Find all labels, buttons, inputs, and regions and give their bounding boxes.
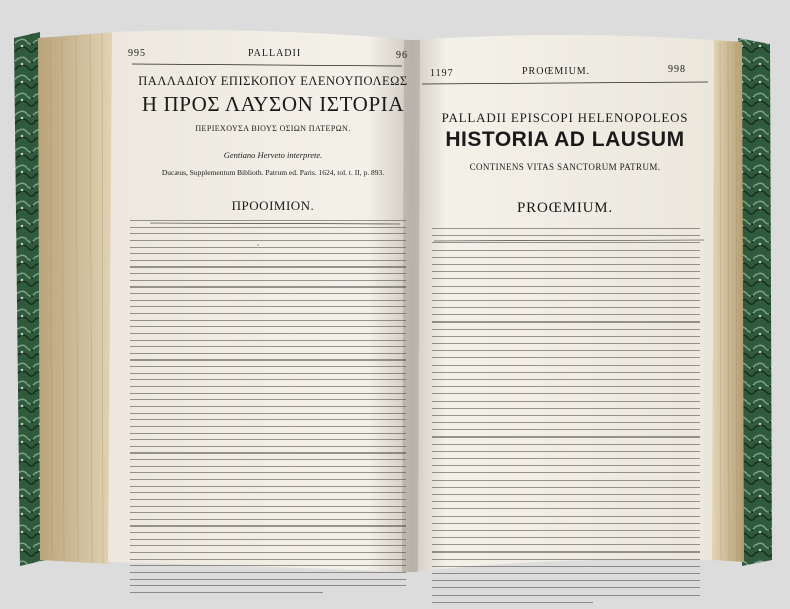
left-section-title: ΠΡΟΟΙΜΙΟΝ. — [231, 198, 315, 213]
right-section-title: PROŒMIUM. — [517, 200, 613, 216]
right-running-title: PROŒMIUM. — [522, 66, 591, 77]
right-heading-1: PALLADII EPISCOPI HELENOPOLEOS — [441, 110, 689, 125]
right-page-number: 998 — [668, 64, 686, 75]
left-body-text-block — [130, 220, 406, 599]
left-interpreter-line: Gentiano Herveto interprete. — [223, 150, 323, 160]
left-column-number: 96 — [396, 50, 408, 61]
left-running-title: PALLADII — [248, 48, 302, 59]
left-heading-greek-1: ΠΑΛΛΑΔΙΟΥ ΕΠΙΣΚΟΠΟΥ ΕΛΕΝΟΥΠΟΛΕΩΣ — [138, 74, 408, 88]
right-heading-2: HISTORIA AD LAUSUM — [445, 128, 685, 151]
left-subheading-greek: ΠΕΡΙΕΧΟΥΣΑ ΒΙΟΥΣ ΟΣΙΩΝ ΠΑΤΕΡΩΝ. — [195, 124, 351, 133]
right-subheading: CONTINENS VITAS SANCTORUM PATRUM. — [469, 162, 661, 172]
right-column-number: 1197 — [430, 68, 454, 79]
left-source-line: Ducæus, Supplementum Biblioth. Patrum ed. Paris. 1624, tol. t. II, p. 893. — [161, 168, 385, 177]
right-body-text-block — [432, 228, 700, 609]
left-page-number: 995 — [128, 48, 146, 59]
left-heading-greek-2: Η ΠΡΟΣ ΛΑΥΣΟΝ ΙΣΤΟΡΙΑ — [141, 92, 405, 116]
